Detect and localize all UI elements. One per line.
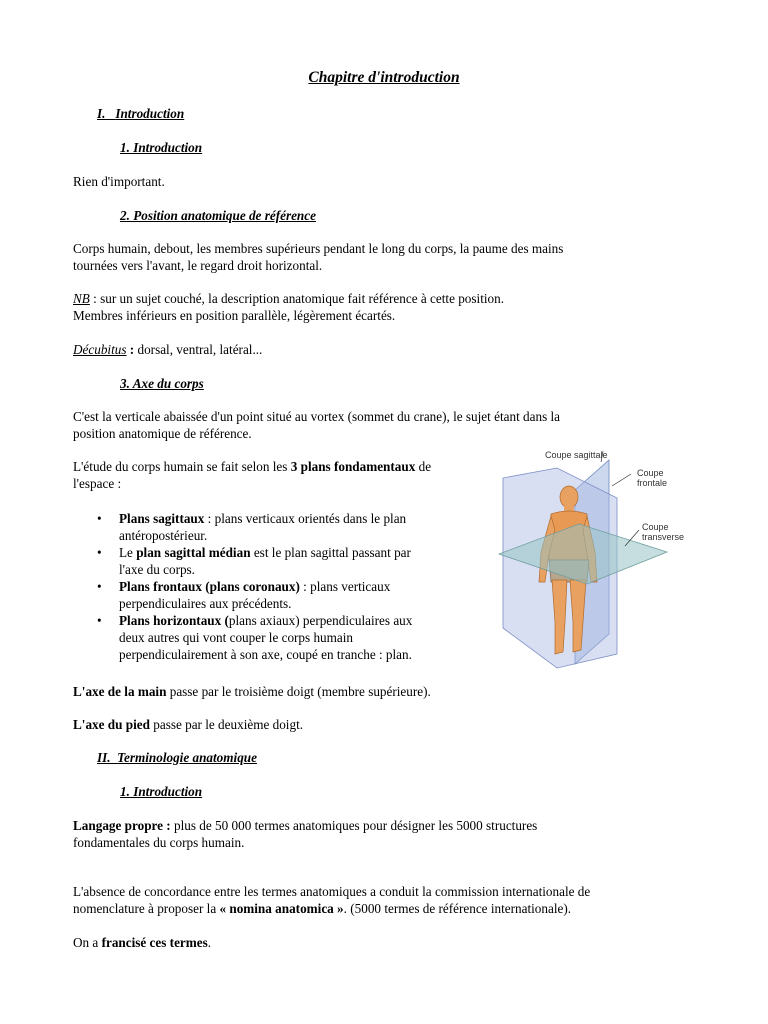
list-item (97, 578, 477, 612)
list-item (97, 544, 477, 578)
bold-text: « nomina anatomica » (219, 901, 344, 916)
text: . (207, 935, 212, 950)
subsection-heading-axe: 3. Axe du corps (120, 376, 204, 391)
decubitus-label: Décubitus (73, 342, 127, 357)
section-number: II. (97, 750, 111, 765)
section-heading-1 (97, 105, 184, 122)
subsection-heading-introduction-2: 1. Introduction (120, 784, 203, 799)
text: passe par le deuxième doigt. (149, 717, 304, 732)
paragraph-langage (73, 817, 693, 851)
text-line: transverse (642, 532, 685, 542)
bullet: • (97, 579, 102, 594)
bold-text: 3 plans fondamentaux (290, 459, 416, 474)
bold-text: L'axe du pied (73, 717, 150, 732)
paragraph-nb (73, 290, 693, 324)
text: est le plan sagittal passant par (250, 545, 411, 560)
paragraph-francise (73, 934, 693, 951)
nb-text: : sur un sujet couché, la description anatomique fait référence à cette position. (89, 291, 505, 306)
text-line: Coupe (642, 522, 669, 532)
label-coupe-sagittale: Coupe sagittale (545, 450, 608, 460)
paragraph-rien: Rien d'important. (73, 174, 165, 189)
page-title: Chapitre d'introduction (308, 69, 460, 86)
anatomical-planes-figure (497, 442, 685, 672)
paragraph-absence (73, 883, 713, 917)
text-line (73, 817, 693, 834)
list-item (97, 510, 477, 544)
text: On a (73, 935, 102, 950)
text-line: tournées vers l'avant, le regard droit horizontal. (73, 258, 323, 273)
subsection-heading-introduction: 1. Introduction (120, 140, 203, 155)
text-line: L'absence de concordance entre les termes anatomiques a conduit la commission internationale de (73, 884, 591, 899)
text-line: Membres inférieurs en position parallèle, légèrement écartés. (73, 308, 396, 323)
bold-text: plan sagittal médian (136, 545, 251, 560)
bullet: • (97, 613, 102, 628)
bold-text: francisé ces termes (101, 935, 208, 950)
text-line: C'est la verticale abaissée d'un point situé au vortex (sommet du crane), le sujet étant dans la (73, 409, 561, 424)
bullet: • (97, 545, 102, 560)
text-line: Coupe (637, 468, 664, 478)
text-line: perpendiculaires aux précédents. (119, 596, 292, 611)
section-label: Terminologie anatomique (117, 750, 257, 765)
bold-text: Plans frontaux (plans coronaux) (119, 579, 300, 594)
text-line: Corps humain, debout, les membres supérieurs pendant le long du corps, la paume des mains (73, 241, 564, 256)
paragraph-position (73, 240, 693, 274)
bold-text: L'axe de la main (73, 684, 167, 699)
text: L'étude du corps humain se fait selon les (73, 459, 291, 474)
text: Le (119, 545, 137, 560)
label-coupe-transverse (642, 522, 684, 542)
text: plus de 50 000 termes anatomiques pour désigner les 5000 structures (170, 818, 538, 833)
text: passe par le troisième doigt (membre supérieure). (166, 684, 431, 699)
paragraph-axe-pied (73, 716, 693, 733)
text: nomenclature à proposer la (73, 901, 220, 916)
plans-list (97, 510, 477, 663)
subsection-heading-position: 2. Position anatomique de référence (120, 208, 316, 223)
text-line: antéropostérieur. (119, 528, 208, 543)
text-line (73, 900, 713, 917)
text-line: l'espace : (73, 476, 122, 491)
label-coupe-frontale (637, 468, 667, 488)
section-label: Introduction (115, 106, 185, 121)
decubitus-text: dorsal, ventral, latéral... (137, 342, 263, 357)
text: plans axiaux) perpendiculaires aux (228, 613, 413, 628)
text-line: l'axe du corps. (119, 562, 195, 577)
decubitus-colon: : (126, 342, 138, 357)
paragraph-axe (73, 408, 693, 442)
list-item (97, 612, 477, 663)
text-line: deux autres qui vont couper le corps humain (119, 630, 354, 645)
text: : plans verticaux (299, 579, 391, 594)
text-line: fondamentales du corps humain. (73, 835, 245, 850)
text: de (415, 459, 432, 474)
text-line: perpendiculairement à son axe, coupé en tranche : plan. (119, 647, 412, 662)
text-line (73, 290, 693, 307)
paragraph-axe-main (73, 683, 693, 700)
text-line: frontale (637, 478, 668, 488)
text-line: position anatomique de référence. (73, 426, 252, 441)
text: . (5000 termes de référence internationale). (343, 901, 572, 916)
paragraph-decubitus (73, 341, 693, 358)
paragraph-etude (73, 458, 503, 492)
section-number: I. (97, 106, 106, 121)
nb-label: NB (73, 291, 90, 306)
text: : plans verticaux orientés dans le plan (204, 511, 407, 526)
bold-text: Plans sagittaux (119, 511, 205, 526)
section-heading-2 (97, 749, 257, 766)
bullet: • (97, 511, 102, 526)
text-line (73, 458, 503, 475)
bold-text: Langage propre : (73, 818, 171, 833)
bold-text: Plans horizontaux ( (119, 613, 229, 628)
